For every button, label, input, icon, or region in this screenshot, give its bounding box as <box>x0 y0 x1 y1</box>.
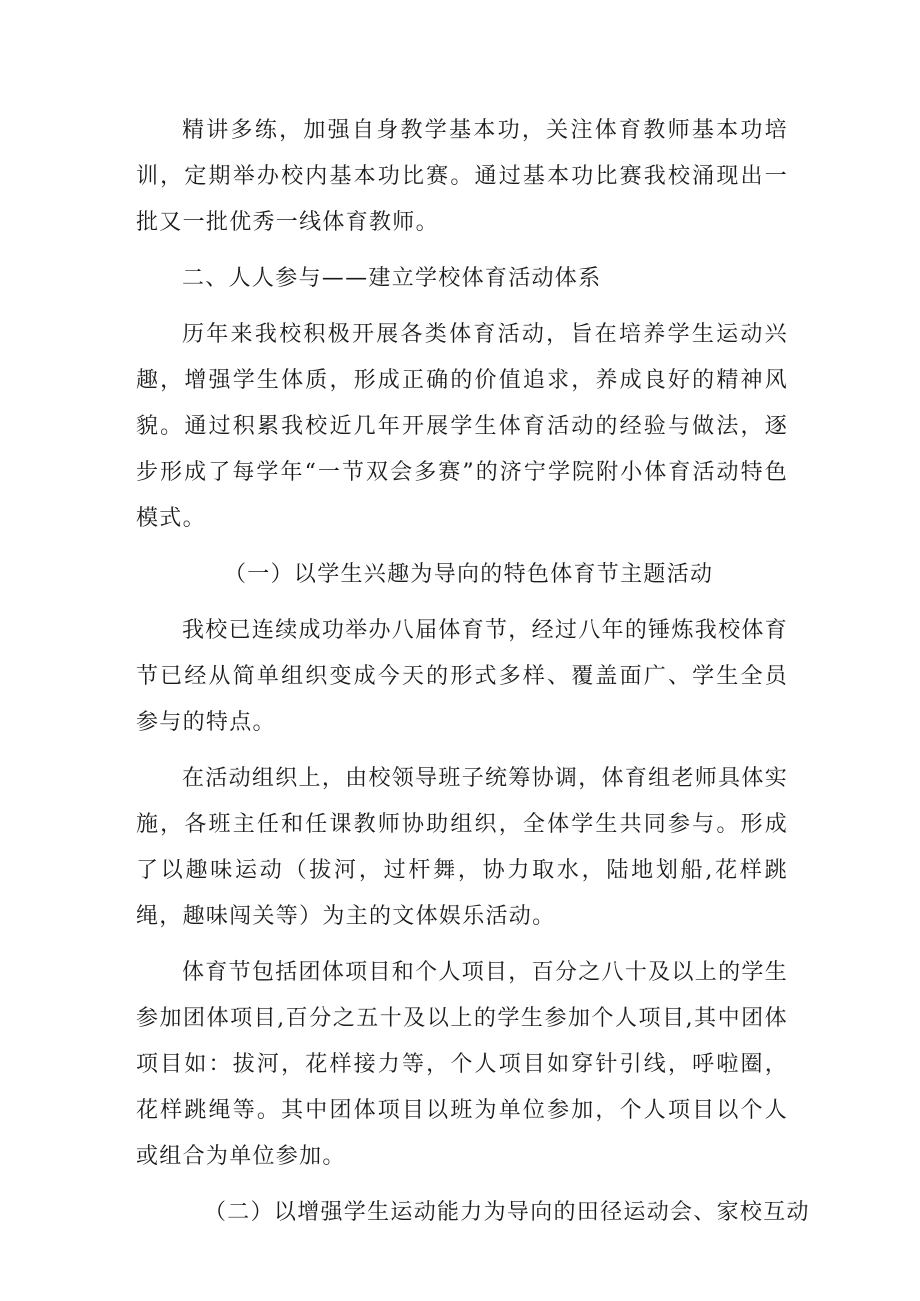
paragraph-organization: 在活动组织上，由校领导班子统筹协调，体育组老师具体实施，各班主任和任课教师协助组织，全体学生共同参与。形成了以趣味运动（拔河，过杆舞，协力取水，陆地划船,花样跳绳，趣味闯关等）为主的文体娱乐活动。 <box>136 766 788 929</box>
paragraph-gap <box>136 542 788 552</box>
paragraph-events: 体育节包括团体项目和个人项目，百分之八十及以上的学生参加团体项目,百分之五十及以上的学生参加个人项目,其中团体项目如：拔河，花样接力等，个人项目如穿针引线，呼啦圈，花样跳绳等。其中团体项目以班为单位参加，个人项目以个人或组合为单位参加。 <box>136 960 788 1169</box>
subheading-one: （一）以学生兴趣为导向的特色体育节主题活动 <box>224 562 714 587</box>
paragraph-gap <box>136 246 788 256</box>
section-heading-two: 二、人人参与——建立学校体育活动体系 <box>182 266 602 291</box>
paragraph-gap <box>136 598 788 608</box>
paragraph-gap <box>136 1180 788 1190</box>
paragraph-gap <box>136 302 788 312</box>
paragraph-sports-festival: 我校已连续成功举办八届体育节，经过八年的锤炼我校体育节已经从简单组织变成今天的形式多样、覆盖面广、学生全员参与的特点。 <box>136 618 788 735</box>
paragraph-gap <box>136 746 788 756</box>
paragraph-gap <box>136 940 788 950</box>
paragraph-activity-system: 历年来我校积极开展各类体育活动，旨在培养学生运动兴趣，增强学生体质，形成正确的价值追求，养成良好的精神风貌。通过积累我校近几年开展学生体育活动的经验与做法，逐步形成了每学年“一节双会多赛”的济宁学院附小体育活动特色模式。 <box>136 322 788 531</box>
subheading-two: （二）以增强学生运动能力为导向的田径运动会、家校互动 <box>204 1200 810 1225</box>
document-body <box>136 108 810 1236</box>
paragraph-teacher-training: 精讲多练，加强自身教学基本功，关注体育教师基本功培训，定期举办校内基本功比赛。通过基本功比赛我校涌现出一批又一批优秀一线体育教师。 <box>136 118 788 235</box>
